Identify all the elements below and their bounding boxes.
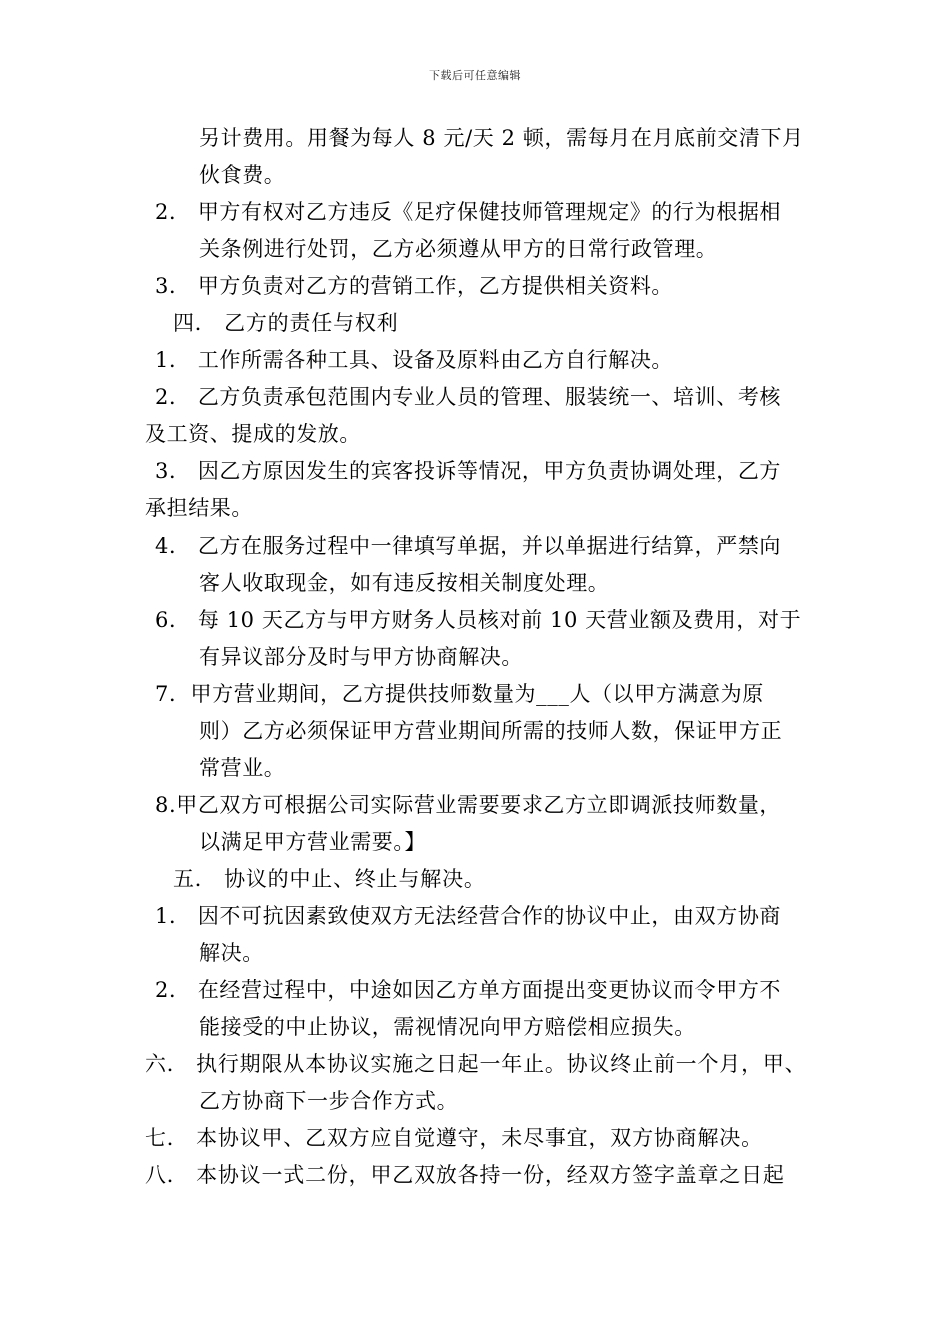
text-line: 常营业。 [199, 756, 286, 780]
list-item: 7．甲方营业期间，乙方提供技师数量为___人（以甲方满意为原 [155, 682, 764, 706]
text-line: 伙食费。 [199, 163, 286, 187]
list-item: 3． 甲方负责对乙方的营销工作，乙方提供相关资料。 [155, 274, 674, 298]
text-line: 以满足甲方营业需要。】 [199, 830, 427, 854]
list-item: 8.甲乙双方可根据公司实际营业需要要求乙方立即调派技师数量， [155, 793, 782, 817]
list-item: 3． 因乙方原因发生的宾客投诉等情况，甲方负责协调处理，乙方 [155, 459, 782, 483]
list-item: 2． 甲方有权对乙方违反《足疗保健技师管理规定》的行为根据相 [155, 200, 782, 224]
section-heading: 四． 乙方的责任与权利 [173, 311, 399, 335]
section-heading: 八． 本协议一式二份，甲乙双放各持一份，经双方签字盖章之日起 [145, 1163, 785, 1187]
page-header: 下载后可任意编辑 [429, 69, 521, 82]
text-line: 承担结果。 [145, 496, 253, 520]
text-line: 能接受的中止协议，需视情况向甲方赔偿相应损失。 [199, 1015, 696, 1039]
text-line: 客人收取现金，如有违反按相关制度处理。 [199, 571, 610, 595]
list-item: 2． 乙方负责承包范围内专业人员的管理、服装统一、培训、考核 [155, 385, 782, 409]
section-heading: 六． 执行期限从本协议实施之日起一年止。协议终止前一个月，甲、 [145, 1052, 807, 1076]
text-line: 关条例进行处罚，乙方必须遵从甲方的日常行政管理。 [199, 237, 718, 261]
text-line: 乙方协商下一步合作方式。 [199, 1089, 459, 1113]
list-item: 4． 乙方在服务过程中一律填写单据，并以单据进行结算，严禁向 [155, 534, 782, 558]
section-heading: 五． 协议的中止、终止与解决。 [173, 867, 486, 891]
text-line: 及工资、提成的发放。 [145, 422, 361, 446]
section-heading: 七． 本协议甲、乙双方应自觉遵守，未尽事宜，双方协商解决。 [145, 1126, 763, 1150]
list-item: 1． 因不可抗因素致使双方无法经营合作的协议中止，由双方协商 [155, 904, 782, 928]
text-line: 有异议部分及时与甲方协商解决。 [199, 645, 523, 669]
list-item: 6． 每 10 天乙方与甲方财务人员核对前 10 天营业额及费用，对于 [155, 608, 802, 632]
text-line: 另计费用。用餐为每人 8 元/天 2 顿，需每月在月底前交清下月 [199, 126, 804, 150]
text-line: 则）乙方必须保证甲方营业期间所需的技师人数，保证甲方正 [199, 719, 783, 743]
list-item: 1． 工作所需各种工具、设备及原料由乙方自行解决。 [155, 348, 674, 372]
text-line: 解决。 [199, 941, 264, 965]
list-item: 2． 在经营过程中，中途如因乙方单方面提出变更协议而令甲方不 [155, 978, 782, 1002]
